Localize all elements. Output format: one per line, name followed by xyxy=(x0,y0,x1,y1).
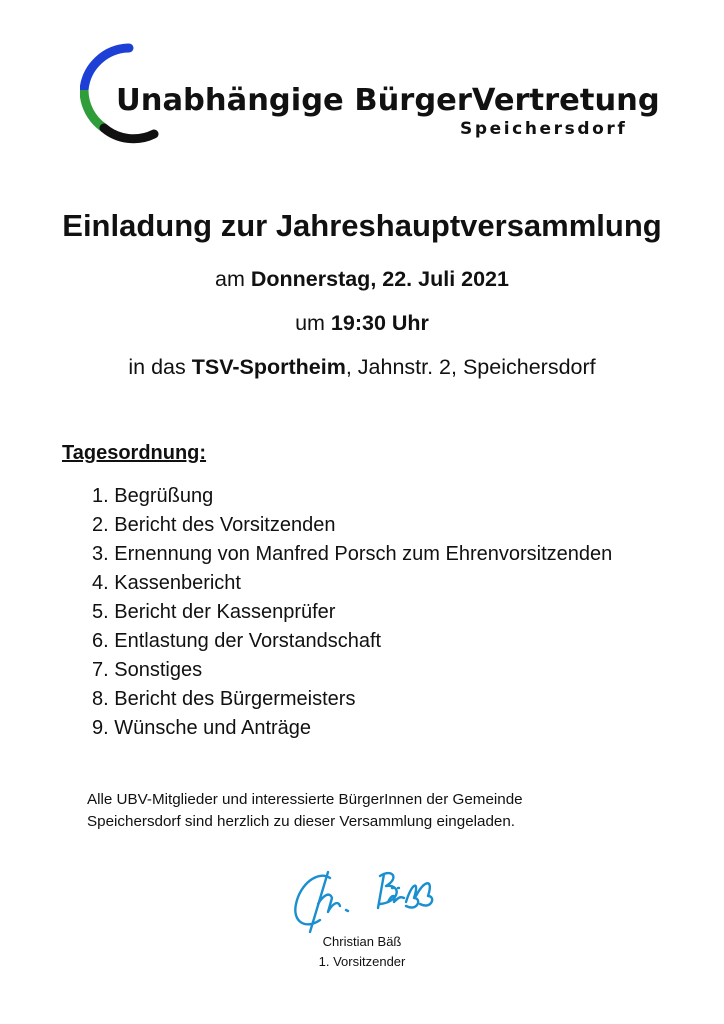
agenda-item: 2. Bericht des Vorsitzenden xyxy=(92,514,336,536)
invitation-note xyxy=(87,789,647,833)
logo-subtitle: Speichersdorf xyxy=(460,119,628,139)
agenda-item: 6. Entlastung der Vorstandschaft xyxy=(92,630,382,652)
event-place: TSV-Sportheim xyxy=(191,355,346,379)
place-prefix: in das xyxy=(128,355,192,379)
time-prefix: um xyxy=(295,311,331,335)
agenda-item: 3. Ernennung von Manfred Porsch zum Ehrenvorsitzenden xyxy=(92,543,613,565)
note-line-1: Alle UBV-Mitglieder und interessierte BürgerInnen der Gemeinde xyxy=(87,791,523,808)
logo-title: Unabhängige BürgerVertretung xyxy=(116,83,660,118)
place-line xyxy=(0,355,724,380)
handwritten-signature xyxy=(288,862,438,934)
agenda-title: Tagesordnung: xyxy=(62,442,207,464)
agenda-item: 9. Wünsche und Anträge xyxy=(92,717,312,739)
event-time: 19:30 Uhr xyxy=(330,311,429,335)
note-line-2: Speichersdorf sind herzlich zu dieser Versammlung eingeladen. xyxy=(87,813,516,830)
agenda-item: 1. Begrüßung xyxy=(92,485,214,507)
agenda-item: 8. Bericht des Bürgermeisters xyxy=(92,688,356,710)
signer-role: 1. Vorsitzender xyxy=(318,954,406,969)
agenda-item: 5. Bericht der Kassenprüfer xyxy=(92,601,336,623)
ubv-logo xyxy=(80,42,660,147)
invitation-heading: Einladung zur Jahreshauptversammlung xyxy=(62,208,662,243)
date-prefix: am xyxy=(215,267,251,291)
agenda-item: 4. Kassenbericht xyxy=(92,572,241,594)
agenda-list xyxy=(92,484,612,745)
signer-name: Christian Bäß xyxy=(322,934,402,949)
place-address: , Jahnstr. 2, Speichersdorf xyxy=(345,355,596,379)
time-line xyxy=(0,311,724,336)
event-date: Donnerstag, 22. Juli 2021 xyxy=(250,267,509,291)
agenda-item: 7. Sonstiges xyxy=(92,659,203,681)
date-line xyxy=(0,267,724,292)
